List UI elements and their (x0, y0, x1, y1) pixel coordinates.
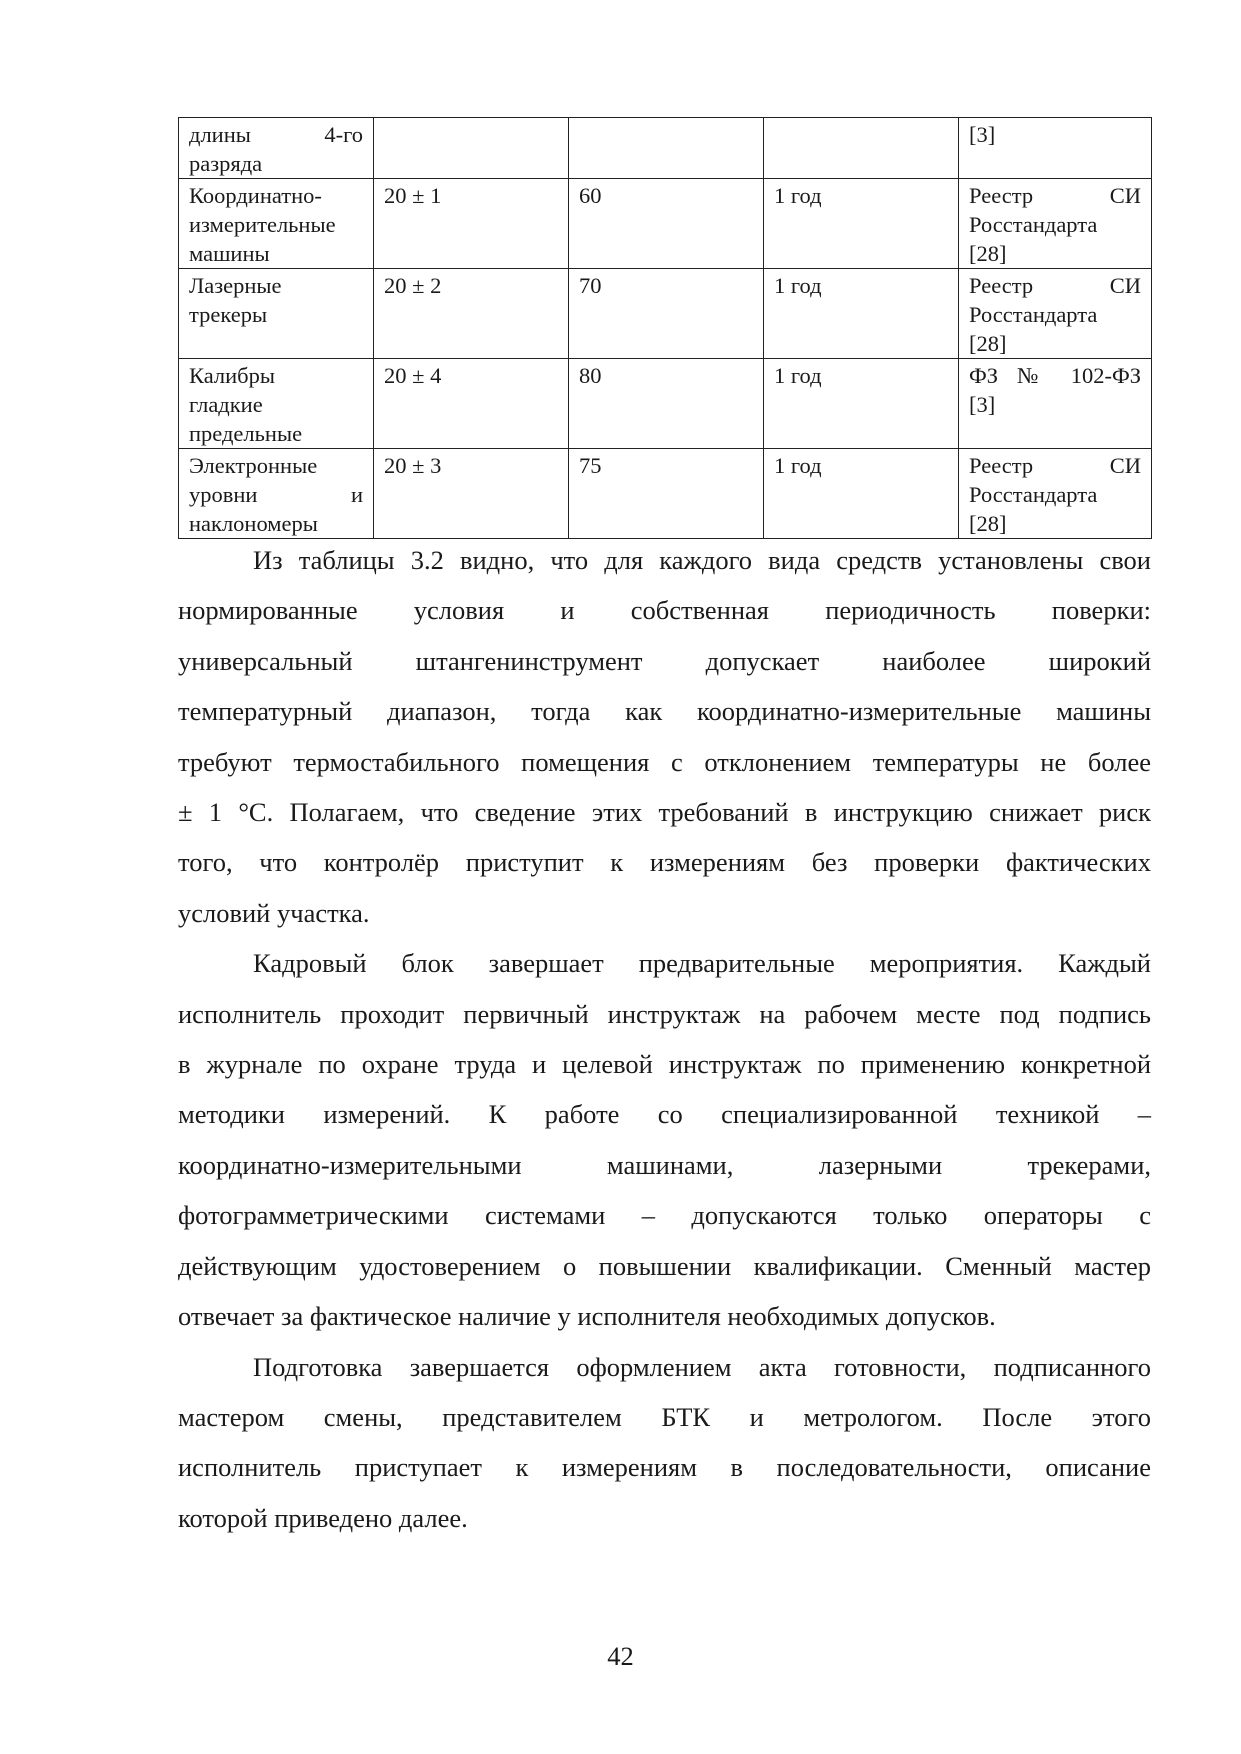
paragraph-line: Подготовка завершается оформлением акта готовности, подписанного (253, 1351, 1151, 1382)
source-cell-line: ФЗ № 102-ФЗ (969, 363, 1141, 388)
paragraph-line: нормированные условия и собственная периодичность поверки: (178, 595, 1151, 626)
source-cell-line: [3] (969, 122, 996, 147)
paragraph-line: в журнале по охране труда и целевой инструктаж по применению конкретной (178, 1049, 1151, 1080)
interval-cell (764, 118, 959, 179)
tool-name-cell-line: разряда (189, 151, 263, 176)
tool-name-cell-line: уровни и (189, 482, 363, 507)
paragraph-line: ± 1 °С. Полагаем, что сведение этих требований в инструкцию снижает риск (178, 797, 1151, 828)
tool-name-cell-line: Координатно- (189, 183, 322, 208)
paragraph-line: которой приведено далее. (178, 1502, 468, 1533)
tool-name-cell-line: машины (189, 241, 270, 266)
source-cell-line: Реестр СИ (969, 273, 1141, 298)
paragraph-line: условий участка. (178, 897, 370, 928)
interval-cell: 1 год (764, 449, 959, 539)
tool-name-cell-line: длины 4-го (189, 122, 363, 147)
paragraph-line: методики измерений. К работе со специализированной техникой – (178, 1099, 1151, 1130)
source-cell-line: Реестр СИ (969, 183, 1141, 208)
tool-name-cell-line: трекеры (189, 302, 268, 327)
body-paragraph (178, 535, 1151, 938)
source-cell-line: [28] (969, 241, 1007, 266)
table-body (179, 118, 1152, 539)
paragraph-line: отвечает за фактическое наличие у исполнителя необходимых допусков. (178, 1301, 996, 1332)
source-cell (959, 269, 1152, 359)
source-cell-line: Росстандарта (969, 302, 1098, 327)
interval-cell: 1 год (764, 179, 959, 269)
body-text-section (178, 535, 1151, 1543)
temperature-cell: 20 ± 2 (374, 269, 569, 359)
paragraph-line: того, что контролёр приступит к измерениям без проверки фактических (178, 847, 1151, 878)
table-row (179, 179, 1152, 269)
source-cell-line: Росстандарта (969, 212, 1098, 237)
source-cell (959, 359, 1152, 449)
tool-name-cell-line: Калибры (189, 363, 275, 388)
humidity-cell: 75 (569, 449, 764, 539)
tool-name-cell-line: измерительные (189, 212, 336, 237)
tool-name-cell (179, 118, 374, 179)
tool-name-cell-line: Электронные (189, 453, 318, 478)
tool-name-cell (179, 269, 374, 359)
temperature-cell: 20 ± 3 (374, 449, 569, 539)
table-row (179, 449, 1152, 539)
paragraph-line: Кадровый блок завершает предварительные мероприятия. Каждый (253, 948, 1151, 979)
tool-name-cell-line: наклономеры (189, 511, 318, 536)
tool-name-cell (179, 179, 374, 269)
paragraph-line: исполнитель приступает к измерениям в последовательности, описание (178, 1452, 1151, 1483)
source-cell-line: [28] (969, 511, 1007, 536)
source-cell (959, 449, 1152, 539)
paragraph-line: Из таблицы 3.2 видно, что для каждого вида средств установлены свои (253, 545, 1151, 575)
paragraph-line: требуют термостабильного помещения с отклонением температуры не более (178, 746, 1151, 777)
humidity-cell: 80 (569, 359, 764, 449)
source-cell-line: [28] (969, 331, 1007, 356)
temperature-cell: 20 ± 1 (374, 179, 569, 269)
paragraph-line: действующим удостоверением о повышении квалификации. Сменный мастер (178, 1250, 1151, 1281)
paragraph-line: мастером смены, представителем БТК и метрологом. После этого (178, 1401, 1151, 1432)
paragraph-line: исполнитель проходит первичный инструктаж на рабочем месте под подпись (178, 998, 1151, 1029)
interval-cell: 1 год (764, 359, 959, 449)
source-cell-line: Реестр СИ (969, 453, 1141, 478)
temperature-cell: 20 ± 4 (374, 359, 569, 449)
measurement-tools-table (178, 117, 1152, 539)
tool-name-cell-line: Лазерные (189, 273, 282, 298)
tool-name-cell (179, 359, 374, 449)
source-cell-line: [3] (969, 392, 996, 417)
paragraph-line: фотограмметрическими системами – допускаются только операторы с (178, 1200, 1151, 1231)
page-number: 42 (607, 1641, 634, 1671)
table-row (179, 359, 1152, 449)
humidity-cell (569, 118, 764, 179)
interval-cell: 1 год (764, 269, 959, 359)
source-cell-line: Росстандарта (969, 482, 1098, 507)
paragraph-line: координатно-измерительными машинами, лазерными трекерами, (178, 1149, 1151, 1180)
tool-name-cell-line: гладкие (189, 392, 263, 417)
tool-name-cell-line: предельные (189, 421, 303, 446)
table-row (179, 269, 1152, 359)
humidity-cell: 70 (569, 269, 764, 359)
table-row (179, 118, 1152, 179)
paragraph-line: температурный диапазон, тогда как координатно-измерительные машины (178, 696, 1151, 727)
source-cell (959, 118, 1152, 179)
humidity-cell: 60 (569, 179, 764, 269)
temperature-cell (374, 118, 569, 179)
paragraph-line: универсальный штангенинструмент допускает наиболее широкий (178, 645, 1151, 676)
body-paragraph (178, 1342, 1151, 1544)
tool-name-cell (179, 449, 374, 539)
source-cell (959, 179, 1152, 269)
page-content (178, 117, 1151, 1543)
body-paragraph (178, 938, 1151, 1341)
